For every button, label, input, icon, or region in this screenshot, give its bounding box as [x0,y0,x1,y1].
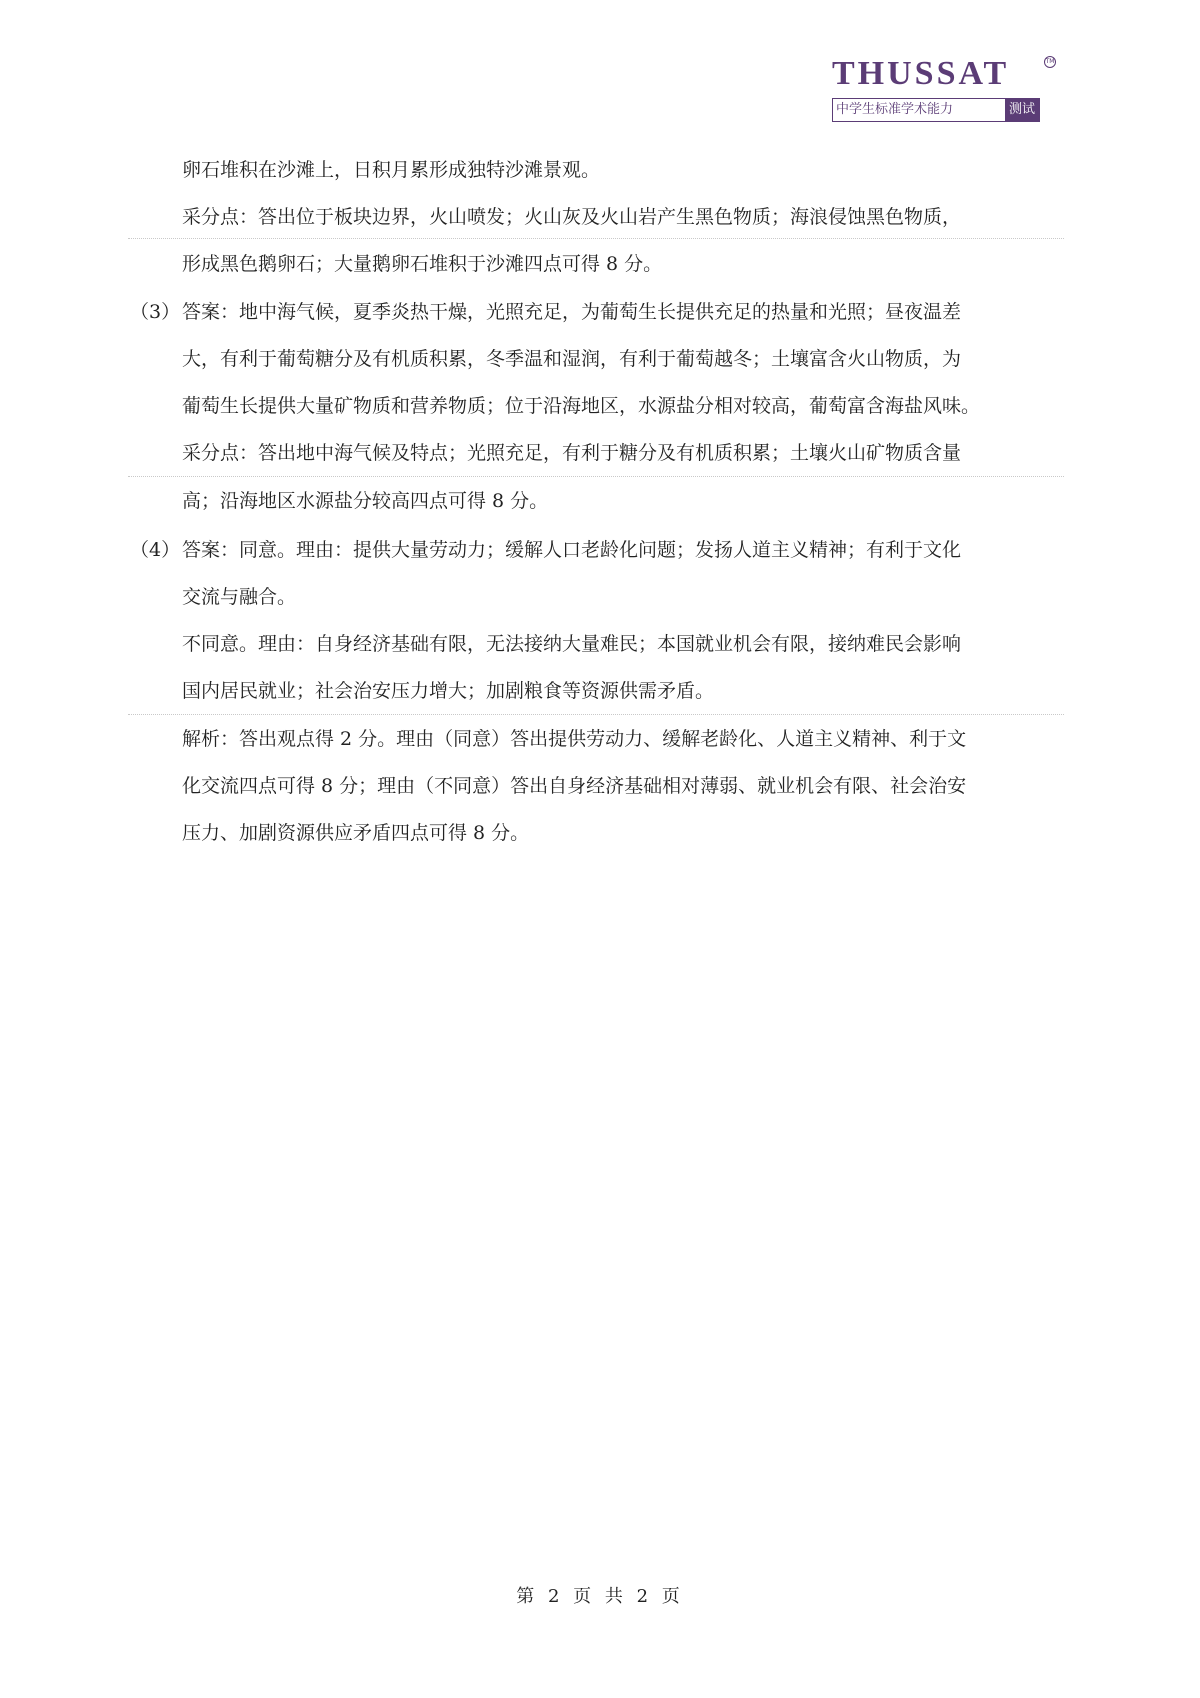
answer-line: 国内居民就业；社会治安压力增大；加剧粮食等资源供需矛盾。 [182,680,715,702]
analysis-line: 化交流四点可得 8 分；理由（不同意）答出自身经济基础相对薄弱、就业机会有限、社会治安 [182,775,967,797]
question-number-4: （4） [130,539,181,561]
dotted-divider [128,476,1064,477]
analysis-line: 压力、加剧资源供应矛盾四点可得 8 分。 [182,822,530,844]
answer-line: 答案：地中海气候，夏季炎热干燥，光照充足，为葡萄生长提供充足的热量和光照；昼夜温差 [182,301,962,323]
text-line: 卵石堆积在沙滩上，日积月累形成独特沙滩景观。 [182,159,601,181]
answer-line: 大，有利于葡萄糖分及有机质积累，冬季温和湿润，有利于葡萄越冬；土壤富含火山物质，为 [182,348,962,370]
dotted-divider [128,238,1064,239]
answer-line: 不同意。理由：自身经济基础有限，无法接纳大量难民；本国就业机会有限，接纳难民会影响 [182,633,962,655]
logo-subtitle: 中学生标准学术能力 [836,102,954,117]
dotted-divider [128,714,1064,715]
analysis-line: 解析：答出观点得 2 分。理由（同意）答出提供劳动力、缓解老龄化、人道主义精神、利于文 [182,728,967,750]
page-number: 第 2 页 共 2 页 [516,1586,684,1607]
question-number-3: （3） [130,301,181,323]
answer-line: 答案：同意。理由：提供大量劳动力；缓解人口老龄化问题；发扬人道主义精神；有利于文化 [182,539,962,561]
logo-subtitle-bar [832,98,1040,122]
scoring-line: 高；沿海地区水源盐分较高四点可得 8 分。 [182,490,549,512]
thussat-logo [832,54,1055,117]
trademark-icon: TM [1044,56,1056,68]
scoring-line: 采分点：答出位于板块边界，火山喷发；火山灰及火山岩产生黑色物质；海浪侵蚀黑色物质， [182,206,962,228]
logo-name: THUSSAT [832,55,1010,92]
scoring-line: 形成黑色鹅卵石；大量鹅卵石堆积于沙滩四点可得 8 分。 [182,253,663,275]
scoring-line: 采分点：答出地中海气候及特点；光照充足，有利于糖分及有机质积累；土壤火山矿物质含量 [182,442,962,464]
logo-tag: 测试 [1005,99,1039,121]
answer-line: 交流与融合。 [182,586,297,608]
answer-line: 葡萄生长提供大量矿物质和营养物质；位于沿海地区，水源盐分相对较高，葡萄富含海盐风味。 [182,395,981,417]
